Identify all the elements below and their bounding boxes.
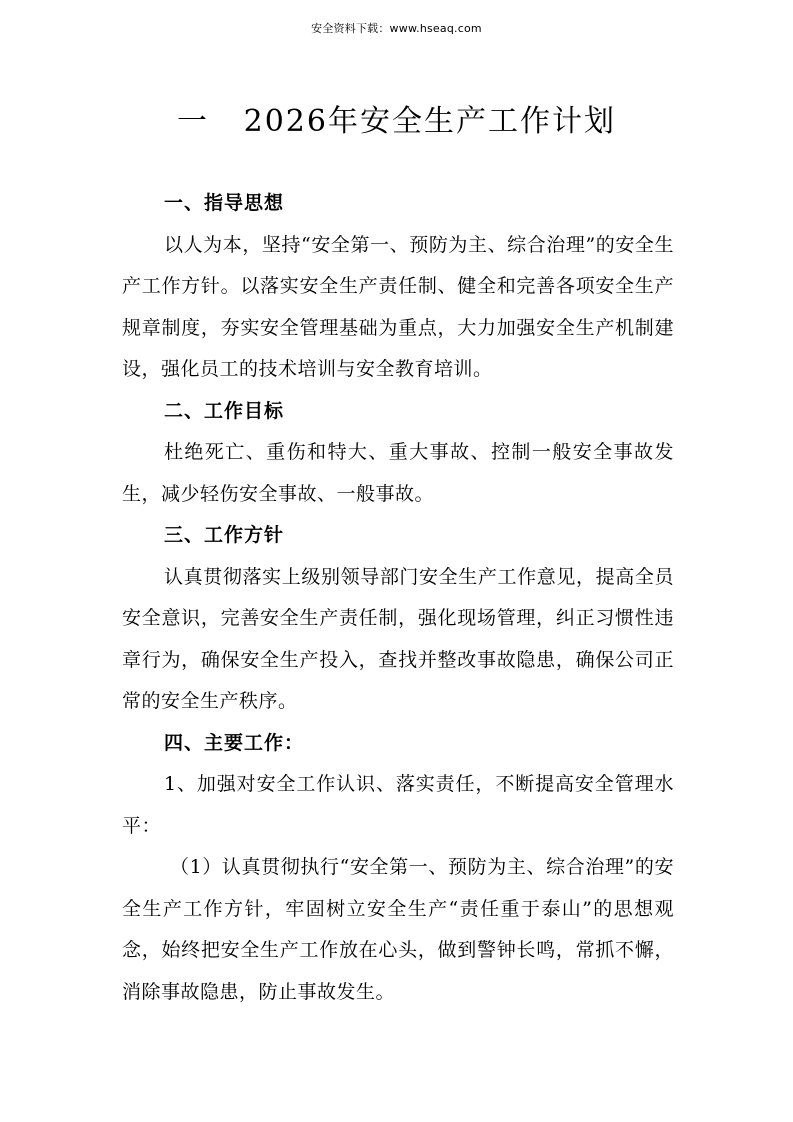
document-title: 一 2026年安全生产工作计划 xyxy=(177,104,616,139)
section-4-subitem-1: （1）认真贯彻执行“安全第一、预防为主、综合治理”的安全生产工作方针，牢固树立安全生产“责任重于泰山”的思想观念，始终把安全生产工作放在心头，做到警钟长鸣，常抓不懈，消除事故隐患，防止事故发生。 xyxy=(122,856,674,1003)
header-note: 安全资料下载：www.hseaq.com xyxy=(311,22,482,35)
section-heading-2: 二、工作目标 xyxy=(164,399,285,422)
document-body xyxy=(122,183,674,1013)
section-heading-3: 三、工作方针 xyxy=(164,524,285,546)
section-4-item-1: 1、加强对安全工作认识、落实责任，不断提高安全管理水平： xyxy=(122,773,674,837)
section-heading-4: 四、主要工作： xyxy=(164,731,305,754)
section-1-paragraph: 以人为本，坚持“安全第一、预防为主、综合治理”的安全生产工作方针。以落实安全生产责任制、健全和完善各项安全生产规章制度，夯实安全管理基础为重点，大力加强安全生产机制建设，强化员工的技术培训与安全教育培训。 xyxy=(122,233,674,380)
section-3-paragraph: 认真贯彻落实上级别领导部门安全生产工作意见，提高全员安全意识，完善安全生产责任制，强化现场管理，纠正习惯性违章行为，确保安全生产投入，查找并整改事故隐患，确保公司正常的安全生产秩序。 xyxy=(122,565,674,712)
section-2-paragraph: 杜绝死亡、重伤和特大、重大事故、控制一般安全事故发生，减少轻伤安全事故、一般事故。 xyxy=(122,441,674,505)
section-heading-1: 一、指导思想 xyxy=(164,192,285,214)
